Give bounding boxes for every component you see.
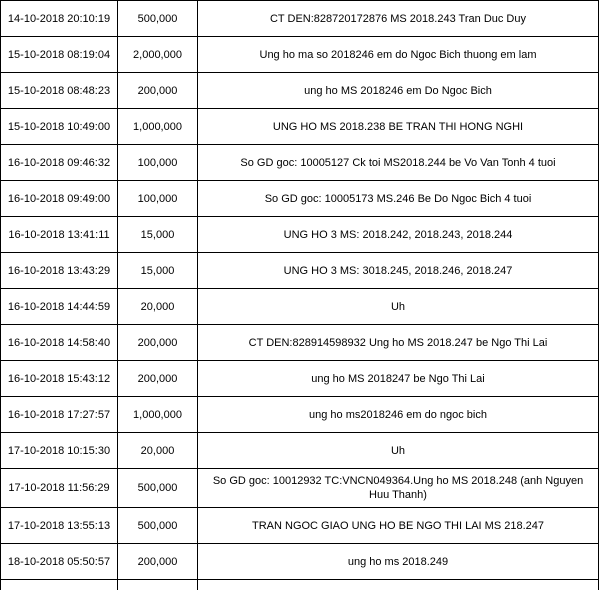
amount-cell: 100,000 bbox=[118, 181, 198, 217]
description-cell: So GD goc: 10005127 Ck toi MS2018.244 be Vo Van Tonh 4 tuoi bbox=[198, 145, 599, 181]
table-row bbox=[1, 433, 599, 469]
description-cell: UNG HO MS 2018.238 BE TRAN THI HONG NGHI bbox=[198, 109, 599, 145]
table-row bbox=[1, 1, 599, 37]
date-cell: 16-10-2018 09:49:00 bbox=[1, 181, 118, 217]
description-cell: Ung ho ma so 2018246 em do Ngoc Bich thuong em lam bbox=[198, 37, 599, 73]
date-cell: 14-10-2018 20:10:19 bbox=[1, 1, 118, 37]
amount-cell: 500,000 bbox=[118, 1, 198, 37]
amount-cell: 100,000 bbox=[118, 145, 198, 181]
table-row bbox=[1, 397, 599, 433]
amount-cell: 2,000,000 bbox=[118, 37, 198, 73]
amount-cell: 200,000 bbox=[118, 361, 198, 397]
table-row bbox=[1, 325, 599, 361]
amount-cell: 15,000 bbox=[118, 217, 198, 253]
amount-cell: 1,000,000 bbox=[118, 109, 198, 145]
table-row bbox=[1, 469, 599, 508]
amount-cell bbox=[118, 580, 198, 590]
table-row bbox=[1, 145, 599, 181]
date-cell: 16-10-2018 17:27:57 bbox=[1, 397, 118, 433]
date-cell: 15-10-2018 08:19:04 bbox=[1, 37, 118, 73]
description-cell: CT DEN:828720172876 MS 2018.243 Tran Duc Duy bbox=[198, 1, 599, 37]
date-cell: 16-10-2018 14:44:59 bbox=[1, 289, 118, 325]
amount-cell: 1,000,000 bbox=[118, 397, 198, 433]
amount-cell: 200,000 bbox=[118, 73, 198, 109]
date-cell: 17-10-2018 10:15:30 bbox=[1, 433, 118, 469]
date-cell: 16-10-2018 13:43:29 bbox=[1, 253, 118, 289]
description-cell: ung ho ms2018246 em do ngoc bich bbox=[198, 397, 599, 433]
description-cell: CT DEN:828914598932 Ung ho MS 2018.247 be Ngo Thi Lai bbox=[198, 325, 599, 361]
table-row bbox=[1, 508, 599, 544]
description-cell: UNG HO 3 MS: 3018.245, 2018.246, 2018.247 bbox=[198, 253, 599, 289]
table-row-partial bbox=[1, 580, 599, 590]
date-cell: 16-10-2018 13:41:11 bbox=[1, 217, 118, 253]
amount-cell: 20,000 bbox=[118, 289, 198, 325]
date-cell bbox=[1, 580, 118, 590]
description-cell: Uh bbox=[198, 289, 599, 325]
table-row bbox=[1, 109, 599, 145]
description-cell: Uh bbox=[198, 433, 599, 469]
date-cell: 16-10-2018 14:58:40 bbox=[1, 325, 118, 361]
amount-cell: 20,000 bbox=[118, 433, 198, 469]
table-row bbox=[1, 37, 599, 73]
date-cell: 17-10-2018 13:55:13 bbox=[1, 508, 118, 544]
description-cell bbox=[198, 580, 599, 590]
table-row bbox=[1, 289, 599, 325]
amount-cell: 500,000 bbox=[118, 469, 198, 508]
date-cell: 16-10-2018 15:43:12 bbox=[1, 361, 118, 397]
date-cell: 17-10-2018 11:56:29 bbox=[1, 469, 118, 508]
amount-cell: 200,000 bbox=[118, 544, 198, 580]
table-row bbox=[1, 73, 599, 109]
description-cell: ung ho ms 2018.249 bbox=[198, 544, 599, 580]
amount-cell: 500,000 bbox=[118, 508, 198, 544]
description-cell: So GD goc: 10012932 TC:VNCN049364.Ung ho MS 2018.248 (anh Nguyen Huu Thanh) bbox=[198, 469, 599, 508]
date-cell: 15-10-2018 08:48:23 bbox=[1, 73, 118, 109]
date-cell: 18-10-2018 05:50:57 bbox=[1, 544, 118, 580]
description-cell: TRAN NGOC GIAO UNG HO BE NGO THI LAI MS 218.247 bbox=[198, 508, 599, 544]
description-cell: So GD goc: 10005173 MS.246 Be Do Ngoc Bich 4 tuoi bbox=[198, 181, 599, 217]
table-row bbox=[1, 361, 599, 397]
amount-cell: 200,000 bbox=[118, 325, 198, 361]
table-row bbox=[1, 253, 599, 289]
transaction-table-body bbox=[1, 1, 599, 590]
description-cell: UNG HO 3 MS: 2018.242, 2018.243, 2018.244 bbox=[198, 217, 599, 253]
description-cell: ung ho MS 2018246 em Do Ngoc Bich bbox=[198, 73, 599, 109]
date-cell: 15-10-2018 10:49:00 bbox=[1, 109, 118, 145]
date-cell: 16-10-2018 09:46:32 bbox=[1, 145, 118, 181]
table-row bbox=[1, 181, 599, 217]
description-cell: ung ho MS 2018247 be Ngo Thi Lai bbox=[198, 361, 599, 397]
amount-cell: 15,000 bbox=[118, 253, 198, 289]
table-row bbox=[1, 217, 599, 253]
table-row bbox=[1, 544, 599, 580]
